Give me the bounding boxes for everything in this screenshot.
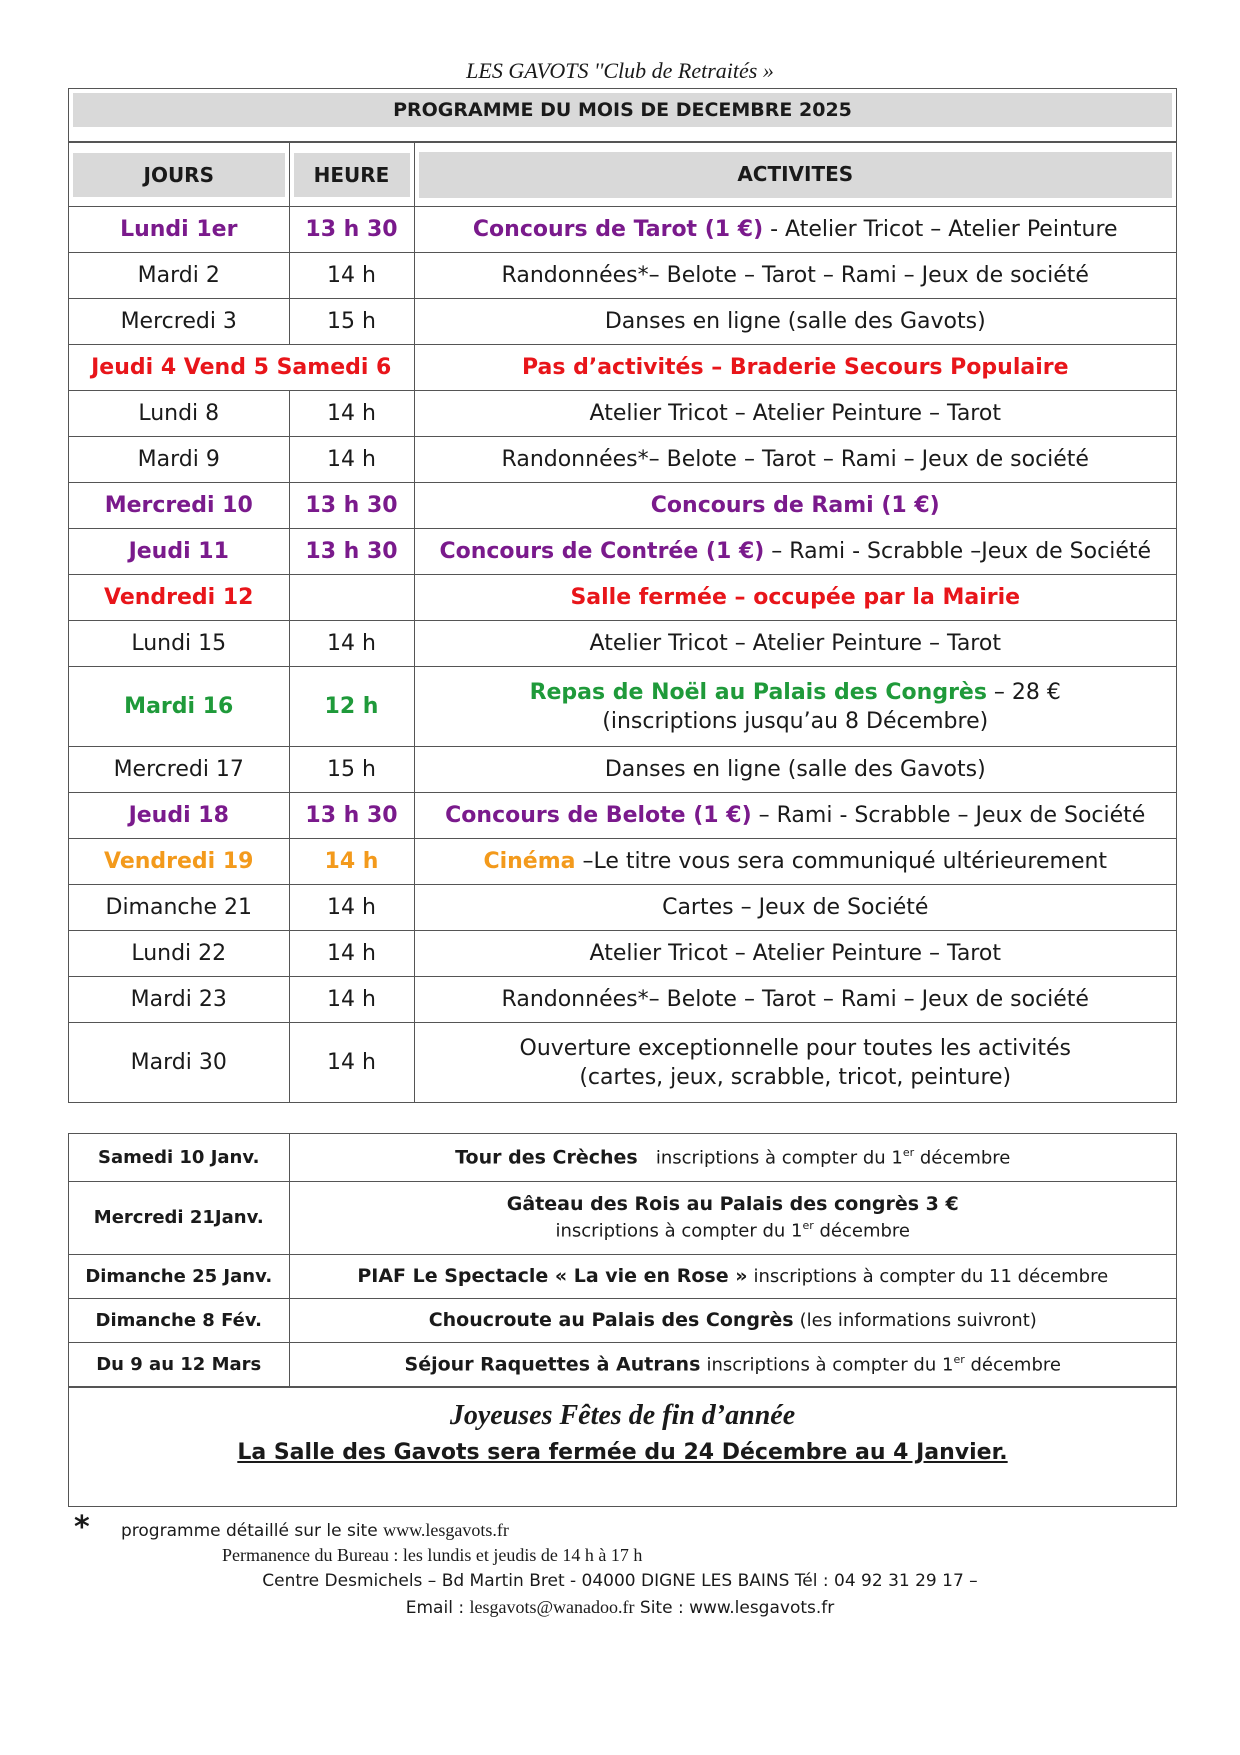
column-headers <box>69 142 1176 207</box>
table-row <box>69 839 1176 885</box>
day-cell: Jeudi 18 <box>69 793 289 839</box>
activity-cell: Salle fermée – occupée par la Mairie <box>414 575 1176 621</box>
hour-cell: 14 h <box>289 621 414 667</box>
event-date: Dimanche 8 Fév. <box>69 1298 289 1342</box>
program-table <box>68 88 1177 1103</box>
hour-cell: 14 h <box>289 931 414 977</box>
hour-cell: 15 h <box>289 747 414 793</box>
spacer <box>69 127 1176 142</box>
hour-cell: 15 h <box>289 299 414 345</box>
day-cell: Lundi 1er <box>69 207 289 253</box>
activity-cell: Concours de Contrée (1 €) – Rami - Scrabble –Jeux de Société <box>414 529 1176 575</box>
table-row <box>69 345 1176 391</box>
day-cell: Lundi 22 <box>69 931 289 977</box>
day-cell: Vendredi 19 <box>69 839 289 885</box>
activity-cell: Repas de Noël au Palais des Congrès – 28 € (inscriptions jusqu’au 8 Décembre) <box>414 667 1176 747</box>
day-cell: Mercredi 17 <box>69 747 289 793</box>
table-row <box>69 1023 1176 1103</box>
activity-cell: Concours de Tarot (1 €) - Atelier Tricot – Atelier Peinture <box>414 207 1176 253</box>
activity-cell: Danses en ligne (salle des Gavots) <box>414 299 1176 345</box>
activity-cell: Pas d’activités – Braderie Secours Populaire <box>414 345 1176 391</box>
program-rows <box>69 207 1176 1102</box>
table-row <box>69 299 1176 345</box>
day-cell: Mercredi 10 <box>69 483 289 529</box>
page-header-title: LES GAVOTS ''Club de Retraités » <box>466 58 774 83</box>
table-row <box>69 1342 1176 1386</box>
day-cell: Mercredi 3 <box>69 299 289 345</box>
table-row <box>69 621 1176 667</box>
email-link[interactable]: lesgavots@wanadoo.fr <box>469 1597 635 1617</box>
hour-cell: 14 h <box>289 977 414 1023</box>
greeting-box <box>69 1387 1176 1506</box>
event-date: Mercredi 21Janv. <box>69 1181 289 1254</box>
hour-cell: 14 h <box>289 839 414 885</box>
day-cell: Mardi 2 <box>69 253 289 299</box>
closure-notice: La Salle des Gavots sera fermée du 24 Décembre au 4 Janvier. <box>237 1439 1008 1465</box>
footer-address: Centre Desmichels – Bd Martin Bret - 04000 DIGNE LES BAINS Tél : 04 92 31 29 17 – <box>262 1571 978 1591</box>
day-cell: Jeudi 11 <box>69 529 289 575</box>
day-cell: Dimanche 21 <box>69 885 289 931</box>
hour-cell <box>289 575 414 621</box>
day-cell: Mardi 9 <box>69 437 289 483</box>
day-cell: Mardi 16 <box>69 667 289 747</box>
table-row <box>69 747 1176 793</box>
day-cell: Lundi 8 <box>69 391 289 437</box>
event-cell: Choucroute au Palais des Congrès (les informations suivront) <box>289 1298 1176 1342</box>
activity-cell: Randonnées*– Belote – Tarot – Rami – Jeux de société <box>414 253 1176 299</box>
table-row <box>69 391 1176 437</box>
event-date: Samedi 10 Janv. <box>69 1134 289 1181</box>
day-cell: Vendredi 12 <box>69 575 289 621</box>
hour-cell: 14 h <box>289 391 414 437</box>
hour-cell: 13 h 30 <box>289 793 414 839</box>
table-row <box>69 1298 1176 1342</box>
event-date: Dimanche 25 Janv. <box>69 1254 289 1298</box>
hour-cell: 14 h <box>289 885 414 931</box>
hour-cell: 14 h <box>289 253 414 299</box>
event-date: Du 9 au 12 Mars <box>69 1342 289 1386</box>
col-header-days: JOURS <box>69 143 289 207</box>
table-row <box>69 931 1176 977</box>
activity-cell: Concours de Rami (1 €) <box>414 483 1176 529</box>
activity-cell: Atelier Tricot – Atelier Peinture – Tarot <box>414 621 1176 667</box>
footer-line-1: programme détaillé sur le site www.lesgavots.fr <box>121 1520 509 1541</box>
table-row <box>69 667 1176 747</box>
activity-cell: Cartes – Jeux de Société <box>414 885 1176 931</box>
col-header-activities: ACTIVITES <box>414 143 1176 207</box>
table-row <box>69 253 1176 299</box>
table-row <box>69 207 1176 253</box>
event-cell: Gâteau des Rois au Palais des congrès 3 € inscriptions à compter du 1er décembre <box>289 1181 1176 1254</box>
activity-cell: Cinéma –Le titre vous sera communiqué ultérieurement <box>414 839 1176 885</box>
activity-cell: Atelier Tricot – Atelier Peinture – Tarot <box>414 931 1176 977</box>
hour-cell: 14 h <box>289 437 414 483</box>
activity-cell: Randonnées*– Belote – Tarot – Rami – Jeux de société <box>414 437 1176 483</box>
program-title: PROGRAMME DU MOIS DE DECEMBRE 2025 <box>73 93 1172 127</box>
hour-cell: 12 h <box>289 667 414 747</box>
day-cell: Lundi 15 <box>69 621 289 667</box>
table-row <box>69 1254 1176 1298</box>
activity-cell: Randonnées*– Belote – Tarot – Rami – Jeux de société <box>414 977 1176 1023</box>
table-row <box>69 1134 1176 1181</box>
table-row <box>69 1181 1176 1254</box>
activity-cell: Atelier Tricot – Atelier Peinture – Tarot <box>414 391 1176 437</box>
event-cell: PIAF Le Spectacle « La vie en Rose » inscriptions à compter du 11 décembre <box>289 1254 1176 1298</box>
table-row <box>69 483 1176 529</box>
activity-cell: Ouverture exceptionnelle pour toutes les activités (cartes, jeux, scrabble, tricot, peinture) <box>414 1023 1176 1103</box>
site-link[interactable]: Site : www.lesgavots.fr <box>639 1598 835 1618</box>
table-row <box>69 793 1176 839</box>
table-row <box>69 437 1176 483</box>
col-header-hour: HEURE <box>289 143 414 207</box>
hour-cell: 13 h 30 <box>289 529 414 575</box>
table-row <box>69 977 1176 1023</box>
day-cell: Jeudi 4 Vend 5 Samedi 6 <box>69 345 414 391</box>
greeting-title: Joyeuses Fêtes de fin d’année <box>449 1399 796 1431</box>
day-cell: Mardi 23 <box>69 977 289 1023</box>
upcoming-events-table <box>68 1133 1177 1507</box>
footer-contact: Email : lesgavots@wanadoo.fr Site : www.lesgavots.fr <box>405 1597 835 1618</box>
activity-cell: Danses en ligne (salle des Gavots) <box>414 747 1176 793</box>
table-row <box>69 575 1176 621</box>
table-row <box>69 885 1176 931</box>
activity-cell: Concours de Belote (1 €) – Rami - Scrabble – Jeux de Société <box>414 793 1176 839</box>
table-row <box>69 529 1176 575</box>
footnote-star: * <box>74 1510 90 1545</box>
day-cell: Mardi 30 <box>69 1023 289 1103</box>
hour-cell: 14 h <box>289 1023 414 1103</box>
footer-line-2: Permanence du Bureau : les lundis et jeudis de 14 h à 17 h <box>222 1545 643 1565</box>
hour-cell: 13 h 30 <box>289 483 414 529</box>
hour-cell: 13 h 30 <box>289 207 414 253</box>
event-cell: Séjour Raquettes à Autrans inscriptions à compter du 1er décembre <box>289 1342 1176 1386</box>
event-cell: Tour des Crèches inscriptions à compter du 1er décembre <box>289 1134 1176 1181</box>
